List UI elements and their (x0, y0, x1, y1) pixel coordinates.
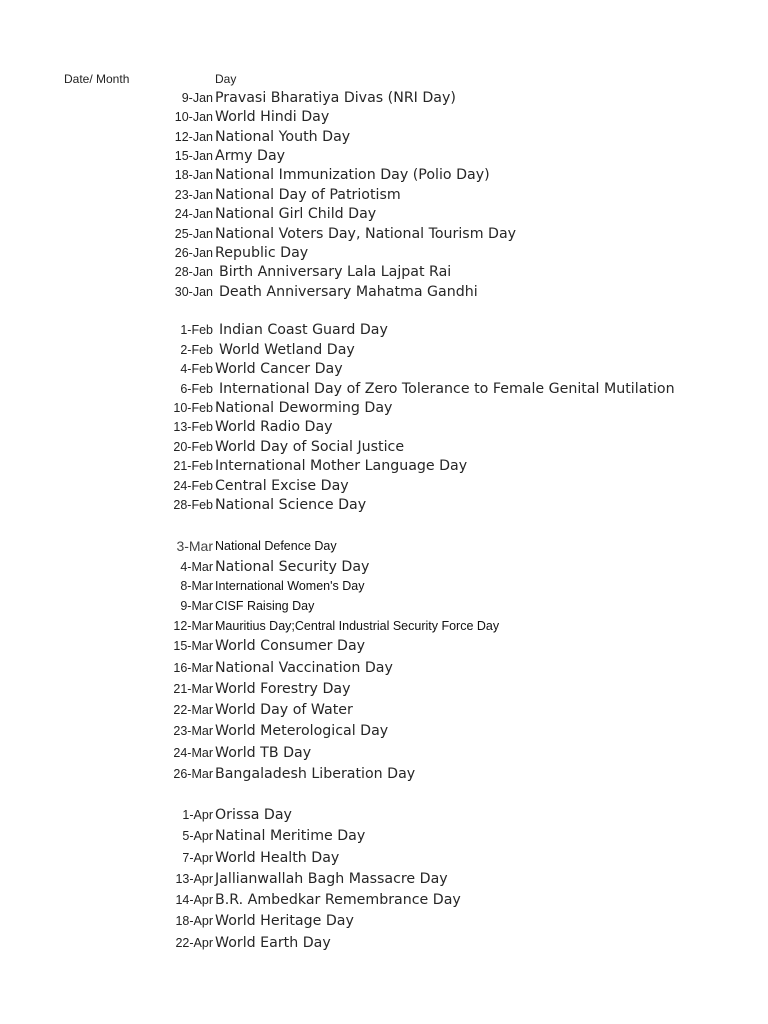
date-cell: 14-Apr (175, 893, 213, 907)
day-name-cell: World Cancer Day (215, 361, 343, 377)
day-name-cell: Pravasi Bharatiya Divas (NRI Day) (215, 90, 456, 106)
date-cell: 23-Jan (174, 188, 213, 202)
day-name-cell: World Health Day (215, 850, 340, 866)
list-item (0, 616, 768, 636)
date-cell: 21-Feb (173, 459, 213, 473)
date-cell: 3-Mar (176, 538, 213, 554)
day-name-cell: World Heritage Day (215, 913, 354, 929)
list-item (0, 262, 768, 282)
day-name-cell: National Deworming Day (215, 400, 393, 416)
list-item (0, 557, 768, 577)
day-name-cell: National Immunization Day (Polio Day) (215, 167, 490, 183)
list-item (0, 437, 768, 457)
list-item (0, 826, 768, 846)
date-cell: 21-Mar (173, 682, 213, 696)
date-month-header: Date/ Month (64, 72, 130, 86)
date-cell: 15-Jan (174, 149, 213, 163)
date-cell: 1-Apr (182, 808, 213, 822)
date-cell: 5-Apr (182, 829, 213, 843)
date-cell: 25-Jan (174, 227, 213, 241)
day-name-cell: CISF Raising Day (215, 599, 315, 613)
date-cell: 4-Mar (180, 560, 213, 574)
list-item (0, 127, 768, 147)
date-cell: 30-Jan (174, 285, 213, 299)
list-item (0, 282, 768, 302)
list-item (0, 805, 768, 825)
day-name-cell: World TB Day (215, 745, 312, 761)
date-cell: 26-Jan (174, 246, 213, 260)
list-item (0, 165, 768, 185)
list-item (0, 536, 768, 556)
day-name-cell: National Girl Child Day (215, 206, 377, 222)
day-name-cell: International Mother Language Day (215, 458, 468, 474)
date-cell: 24-Mar (173, 746, 213, 760)
list-item (0, 679, 768, 699)
date-cell: 12-Mar (173, 619, 213, 633)
day-name-cell: Bangaladesh Liberation Day (215, 766, 416, 782)
date-cell: 18-Jan (174, 168, 213, 182)
day-name-cell: World Meterological Day (215, 723, 389, 739)
date-cell: 9-Jan (181, 91, 213, 105)
day-name-cell: Natinal Meritime Day (215, 828, 366, 844)
date-cell: 16-Mar (173, 661, 213, 675)
list-item (0, 340, 768, 360)
date-cell: 15-Mar (173, 639, 213, 653)
list-item (0, 456, 768, 476)
day-name-cell: National Day of Patriotism (215, 187, 401, 203)
date-cell: 4-Feb (180, 362, 213, 376)
day-name-cell: Orissa Day (215, 807, 292, 823)
list-item (0, 398, 768, 418)
list-item (0, 911, 768, 931)
list-item (0, 204, 768, 224)
date-cell: 28-Feb (173, 498, 213, 512)
date-cell: 6-Feb (180, 382, 213, 396)
date-cell: 24-Feb (173, 479, 213, 493)
list-item (0, 700, 768, 720)
day-name-cell: Central Excise Day (215, 478, 349, 494)
list-item (0, 495, 768, 515)
list-item (0, 359, 768, 379)
date-cell: 20-Feb (173, 440, 213, 454)
date-cell: 13-Apr (175, 872, 213, 886)
list-item (0, 658, 768, 678)
date-cell: 28-Jan (174, 265, 213, 279)
list-item (0, 379, 768, 399)
day-name-cell: Birth Anniversary Lala Lajpat Rai (219, 264, 452, 280)
day-name-cell: National Defence Day (215, 539, 337, 553)
day-name-cell: Death Anniversary Mahatma Gandhi (219, 284, 478, 300)
list-item (0, 596, 768, 616)
date-cell: 8-Mar (180, 579, 213, 593)
date-cell: 22-Mar (173, 703, 213, 717)
list-item (0, 417, 768, 437)
day-name-cell: World Consumer Day (215, 638, 366, 654)
day-name-cell: Indian Coast Guard Day (219, 322, 388, 338)
day-name-cell: World Day of Social Justice (215, 439, 405, 455)
list-item (0, 185, 768, 205)
day-name-cell: World Day of Water (215, 702, 353, 718)
day-header: Day (215, 72, 237, 86)
day-name-cell: National Security Day (215, 559, 370, 575)
date-cell: 24-Jan (174, 207, 213, 221)
day-name-cell: National Vaccination Day (215, 660, 393, 676)
list-item (0, 476, 768, 496)
list-item (0, 743, 768, 763)
day-name-cell: National Voters Day, National Tourism Day (215, 226, 517, 242)
date-cell: 13-Feb (173, 420, 213, 434)
list-item (0, 764, 768, 784)
list-item (0, 890, 768, 910)
list-item (0, 848, 768, 868)
date-cell: 10-Jan (174, 110, 213, 124)
list-item (0, 636, 768, 656)
day-name-cell: Jallianwallah Bagh Massacre Day (215, 871, 448, 887)
date-cell: 12-Jan (174, 130, 213, 144)
date-cell: 26-Mar (173, 767, 213, 781)
list-item (0, 869, 768, 889)
day-name-cell: Republic Day (215, 245, 309, 261)
day-name-cell: World Wetland Day (219, 342, 355, 358)
day-name-cell: International Day of Zero Tolerance to Female Genital Mutilation (219, 381, 675, 397)
list-item (0, 320, 768, 340)
day-name-cell: National Youth Day (215, 129, 351, 145)
day-name-cell: B.R. Ambedkar Remembrance Day (215, 892, 461, 908)
date-cell: 10-Feb (173, 401, 213, 415)
list-item (0, 88, 768, 108)
list-item (0, 933, 768, 953)
day-name-cell: Army Day (215, 148, 286, 164)
date-cell: 1-Feb (180, 323, 213, 337)
list-item (0, 243, 768, 263)
day-name-cell: Mauritius Day;Central Industrial Security Force Day (215, 619, 500, 633)
date-cell: 23-Mar (173, 724, 213, 738)
list-item (0, 107, 768, 127)
day-name-cell: World Earth Day (215, 935, 331, 951)
day-name-cell: National Science Day (215, 497, 367, 513)
list-item (0, 721, 768, 741)
day-name-cell: International Women's Day (215, 579, 365, 593)
list-item (0, 146, 768, 166)
date-cell: 9-Mar (180, 599, 213, 613)
list-item (0, 576, 768, 596)
day-name-cell: World Forestry Day (215, 681, 351, 697)
date-cell: 7-Apr (182, 851, 213, 865)
day-name-cell: World Radio Day (215, 419, 333, 435)
date-cell: 2-Feb (180, 343, 213, 357)
list-item (0, 224, 768, 244)
date-cell: 18-Apr (175, 914, 213, 928)
date-cell: 22-Apr (175, 936, 213, 950)
day-name-cell: World Hindi Day (215, 109, 330, 125)
